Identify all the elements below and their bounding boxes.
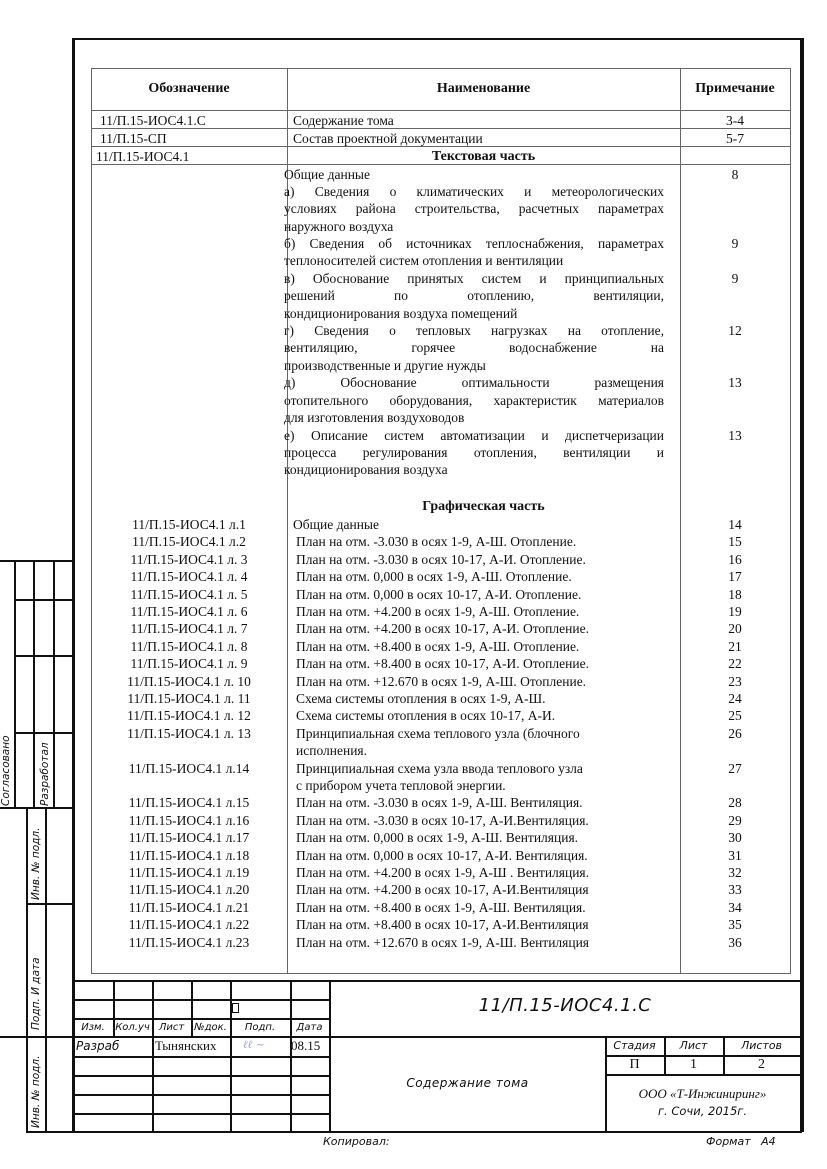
graphic-row-designation: 11/П.15-ИОС4.1 л. 5 xyxy=(130,586,248,602)
graphic-row-name: План на отм. 0,000 в осях 10-17, А-И. Вентиляция. xyxy=(296,847,588,863)
graphic-row-name: План на отм. -3.030 в осях 1-9, А-Ш. Отопление. xyxy=(296,534,577,550)
header-note: Примечание xyxy=(695,81,775,96)
graphic-row-note: 32 xyxy=(728,865,742,880)
graphic-row-designation: 11/П.15-ИОС4.1 л.17 xyxy=(128,830,250,846)
document-title: Содержание тома xyxy=(406,1076,529,1090)
graphic-row-name: План на отм. +4.200 в осях 10-17, А-И. Отопление. xyxy=(296,621,589,637)
graphic-row-designation: 11/П.15-ИОС4.1 л. 4 xyxy=(130,569,248,585)
graphic-row-note: 15 xyxy=(728,534,742,550)
graphic-row-name: План на отм. +8.400 в осях 1-9, А-Ш. Вентиляция. xyxy=(296,899,586,915)
item-line: решений по отоплению, вентиляции, xyxy=(284,288,664,304)
title-block-top xyxy=(73,980,802,982)
graphic-row-note: 31 xyxy=(728,847,742,863)
graphic-row-designation: 11/П.15-ИОС4.1 л. 11 xyxy=(127,691,251,706)
graphic-row-designation: 11/П.15-ИОС4.1 л. 6 xyxy=(130,604,248,619)
stamp-line xyxy=(26,807,28,1132)
stage-label: Стадия xyxy=(613,1039,656,1052)
stamp-line xyxy=(33,560,35,808)
row-designation: 11/П.15-ИОС4.1.С xyxy=(100,113,206,128)
graphic-row-note: 29 xyxy=(728,812,742,828)
graphic-row-note: 28 xyxy=(728,795,742,811)
item-line: для изготовления воздуховодов xyxy=(284,410,465,426)
item-line: д) Обоснование оптимальности размещения xyxy=(284,375,664,391)
stamp-line xyxy=(14,732,74,734)
text-section-item xyxy=(284,427,664,479)
small-box-mark xyxy=(232,1003,239,1013)
graphic-row-designation: 11/П.15-ИОС4.1 л. 13 xyxy=(127,725,251,741)
item-line: условиях района строительства, расчетных параметрах xyxy=(284,201,664,217)
company-name: ООО «Т-Инжиниринг» xyxy=(638,1086,767,1101)
tb-line xyxy=(605,1074,802,1076)
col-label-izm: Изм. xyxy=(81,1022,105,1033)
graphic-row-note: 23 xyxy=(728,673,742,689)
document-code: 11/П.15-ИОС4.1.С xyxy=(478,995,652,1016)
graphic-row-name: План на отм. +4.200 в осях 1-9, А-Ш . Вентиляция. xyxy=(296,865,590,880)
item-line: наружного воздуха xyxy=(284,218,394,234)
row-note: 3-4 xyxy=(726,113,744,128)
graphic-row-designation: 11/П.15-ИОС4.1 л.19 xyxy=(128,865,250,880)
text-section-item xyxy=(284,374,664,426)
developer-name: Тынянских xyxy=(155,1038,217,1053)
row-name: Состав проектной документации xyxy=(293,131,483,146)
stamp-line xyxy=(0,807,74,809)
header-name: Наименование xyxy=(436,81,531,96)
col-label-podp: Подп. xyxy=(244,1022,276,1033)
date-value: 08.15 xyxy=(291,1038,321,1053)
role-label: Разраб xyxy=(76,1039,120,1053)
signature-image: ℓℓ ~ xyxy=(243,1038,265,1051)
text-section-item-note: 9 xyxy=(731,270,739,286)
graphic-row-name: Принципиальная схема узла ввода теплового узла xyxy=(296,760,583,776)
graphic-row-note: 35 xyxy=(728,917,742,933)
header-designation: Обозначение xyxy=(148,81,230,96)
graphic-row-designation: 11/П.15-ИОС4.1 л. 9 xyxy=(130,656,248,672)
graphic-row-note: 18 xyxy=(728,586,742,602)
graphic-row-designation: 11/П.15-ИОС4.1 л.16 xyxy=(128,812,250,828)
text-section-item-note: 9 xyxy=(731,236,739,252)
item-line: отопительного оборудования, характеристик материалов xyxy=(284,392,664,408)
stage-value: П xyxy=(629,1057,640,1072)
graphic-row-note: 26 xyxy=(728,725,742,741)
copied-label: Копировал: xyxy=(323,1135,390,1148)
graphic-row-name: с прибором учета тепловой энергии. xyxy=(296,778,506,793)
city-year: г. Сочи, 2015г. xyxy=(658,1104,747,1118)
text-section-item-note: 12 xyxy=(728,323,742,339)
general-data-label: Общие данные xyxy=(284,166,370,182)
graphic-row-designation: 11/П.15-ИОС4.1 л. 7 xyxy=(130,621,248,637)
row-designation: 11/П.15-СП xyxy=(100,131,167,146)
stamp-line xyxy=(14,599,74,601)
sheet-value: 1 xyxy=(690,1057,697,1072)
graphic-row-name: План на отм. 0,000 в осях 1-9, А-Ш. Отопление. xyxy=(296,569,572,585)
graphic-row-designation: 11/П.15-ИОС4.1 л.21 xyxy=(128,899,250,915)
row-name: Содержание тома xyxy=(293,113,394,128)
graphic-row-note: 19 xyxy=(728,604,742,619)
sheets-value: 2 xyxy=(758,1057,765,1072)
graphic-row-name: План на отм. -3.030 в осях 10-17, А-И. Отопление. xyxy=(296,551,586,567)
format-label: Формат А4 xyxy=(706,1135,776,1148)
developed-label: Разработал xyxy=(39,742,51,806)
item-line: а) Сведения о климатических и метеорологических xyxy=(284,183,664,199)
graphic-row-name: План на отм. +12.670 в осях 1-9, А-Ш. Вентиляция xyxy=(296,934,590,950)
graphic-row-note: 27 xyxy=(728,760,742,776)
general-data-note: 8 xyxy=(731,166,739,182)
graphic-section-title: Графическая часть xyxy=(422,499,545,514)
inv-no-orig-label: Инв. № подл. xyxy=(30,827,42,900)
text-section-item xyxy=(284,235,664,270)
graphic-row-note: 24 xyxy=(728,691,742,706)
graphic-row-note: 14 xyxy=(728,517,742,532)
item-line: процесса регулирования отопления, вентиляции и xyxy=(284,444,664,460)
graphic-row-name: План на отм. +8.400 в осях 10-17, А-И.Вентиляция xyxy=(296,917,589,933)
graphic-row-note: 34 xyxy=(728,899,742,915)
graphic-row-designation: 11/П.15-ИОС4.1 л.22 xyxy=(128,917,250,933)
graphic-row-name: Схема системы отопления в осях 1-9, А-Ш. xyxy=(296,691,546,706)
tb-line xyxy=(290,980,292,1132)
graphic-row-note: 22 xyxy=(728,656,742,672)
tb-line xyxy=(800,38,802,1133)
text-section-item-note: 13 xyxy=(728,375,742,391)
graphic-row-name: План на отм. +4.200 в осях 10-17, А-И.Вентиляция xyxy=(296,882,589,898)
graphic-row-name: исполнения. xyxy=(296,743,368,759)
graphic-row-note: 16 xyxy=(728,551,742,567)
graphic-row-note: 17 xyxy=(728,569,742,585)
graphic-row-designation: 11/П.15-ИОС4.1 л.1 xyxy=(132,517,246,532)
item-line: в) Обоснование принятых систем и принципиальных xyxy=(284,270,664,286)
stamp-line xyxy=(0,560,74,562)
graphic-row-name: План на отм. +8.400 в осях 10-17, А-И. Отопление. xyxy=(296,656,589,672)
graphic-row-name: Схема системы отопления в осях 10-17, А-И. xyxy=(296,708,556,724)
agreed-label: Согласовано xyxy=(0,735,12,806)
item-line: г) Сведения о тепловых нагрузках на отопление, xyxy=(284,323,664,339)
item-line: теплоносителей систем отопления и вентиляции xyxy=(284,253,564,269)
stamp-line xyxy=(45,807,47,1132)
col-label-kolvo: Кол.уч xyxy=(115,1022,150,1033)
text-section-item xyxy=(284,322,664,374)
graphic-row-note: 33 xyxy=(728,882,742,898)
graphic-row-designation: 11/П.15-ИОС4.1 л.14 xyxy=(128,760,250,776)
graphic-row-name: План на отм. +12.670 в осях 1-9, А-Ш. Отопление. xyxy=(296,673,587,689)
tb-line xyxy=(152,980,154,1132)
text-section-item-note: 13 xyxy=(728,427,742,443)
graphic-row-designation: 11/П.15-ИОС4.1 л. 10 xyxy=(127,673,251,689)
graphic-row-designation: 11/П.15-ИОС4.1 л.20 xyxy=(128,882,250,898)
graphic-row-name: План на отм. +4.200 в осях 1-9, А-Ш. Отопление. xyxy=(296,604,580,619)
col-label-list: Лист xyxy=(158,1022,185,1033)
graphic-row-designation: 11/П.15-ИОС4.1 л. 12 xyxy=(127,708,251,724)
item-line: вентиляцию, горячее водоснабжение на xyxy=(284,340,664,356)
graphic-row-designation: 11/П.15-ИОС4.1 л. 3 xyxy=(130,551,248,567)
graphic-row-name: Общие данные xyxy=(293,517,379,532)
graphic-row-name: План на отм. 0,000 в осях 1-9, А-Ш. Вентиляция. xyxy=(296,830,579,846)
stamp-line xyxy=(26,903,74,905)
inv-no-orig-label-2: Инв. № подл. xyxy=(30,1055,42,1128)
row-note: 5-7 xyxy=(726,131,744,146)
title-block-bottom xyxy=(26,1131,802,1133)
stamp-line xyxy=(53,560,55,808)
graphic-row-designation: 11/П.15-ИОС4.1 л. 8 xyxy=(130,638,248,654)
graphic-row-designation: 11/П.15-ИОС4.1 л.15 xyxy=(128,795,250,811)
graphic-row-name: План на отм. -3.030 в осях 10-17, А-И.Вентиляция. xyxy=(296,812,589,828)
tb-line xyxy=(0,1036,802,1038)
graphic-row-designation: 11/П.15-ИОС4.1 л.2 xyxy=(132,534,246,550)
stamp-line xyxy=(14,560,16,808)
item-line: кондиционирования воздуха xyxy=(284,462,448,478)
stamp-line xyxy=(14,655,74,657)
item-line: производственные и другие нужды xyxy=(284,357,486,373)
graphic-row-note: 36 xyxy=(728,934,742,950)
sheet-label: Лист xyxy=(679,1039,708,1052)
graphic-row-designation: 11/П.15-ИОС4.1 л.23 xyxy=(128,934,250,950)
graphic-row-note: 20 xyxy=(728,621,742,637)
row-divider xyxy=(91,110,790,111)
sign-date-label: Подп. И дата xyxy=(30,957,42,1030)
graphic-row-name: План на отм. +8.400 в осях 1-9, А-Ш. Отопление. xyxy=(296,638,580,654)
graphic-row-note: 21 xyxy=(728,638,742,654)
text-section-item xyxy=(284,270,664,322)
graphic-row-name: Принципиальная схема теплового узла (блочного xyxy=(296,725,580,741)
graphic-row-designation: 11/П.15-ИОС4.1 л.18 xyxy=(128,847,250,863)
frame-left-line xyxy=(72,38,74,1133)
graphic-row-note: 30 xyxy=(728,830,742,846)
row-designation: 11/П.15-ИОС4.1 xyxy=(96,149,190,164)
item-line: б) Сведения об источниках теплоснабжения, параметрах xyxy=(284,236,664,252)
graphic-row-name: План на отм. 0,000 в осях 10-17, А-И. Отопление. xyxy=(296,586,582,602)
col-label-data: Дата xyxy=(296,1022,323,1033)
row-name: Текстовая часть xyxy=(431,149,536,164)
item-line: кондиционирования воздуха помещений xyxy=(284,305,518,321)
text-section-item xyxy=(284,183,664,235)
graphic-row-name: План на отм. -3.030 в осях 1-9, А-Ш. Вентиляция. xyxy=(296,795,583,811)
item-line: е) Описание систем автоматизации и диспетчеризации xyxy=(284,427,664,443)
col-label-ndok: №док. xyxy=(194,1022,227,1033)
graphic-row-note: 25 xyxy=(728,708,742,724)
sheets-label: Листов xyxy=(740,1039,783,1052)
